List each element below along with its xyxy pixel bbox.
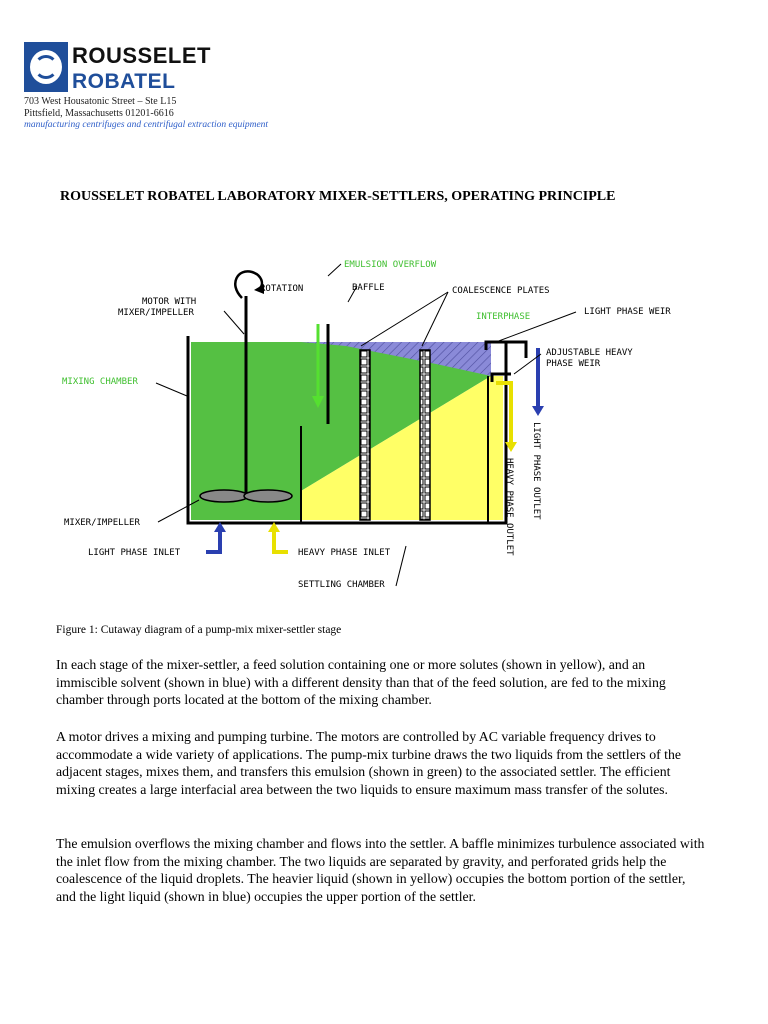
impeller-blade-right <box>244 490 292 502</box>
figure-caption: Figure 1: Cutaway diagram of a pump-mix mixer-settler stage <box>56 624 342 636</box>
label-settling-chamber: SETTLING CHAMBER <box>298 580 385 590</box>
heavy-outlet-zone <box>491 376 503 520</box>
coalescence-plate-2 <box>420 350 430 520</box>
label-light-phase-inlet: LIGHT PHASE INLET <box>88 548 181 558</box>
address-line2: Pittsfield, Massachusetts 01201-6616 <box>24 108 174 119</box>
paragraph-motor-drive: A motor drives a mixing and pumping turbine. The motors are controlled by AC variable frequency drives to accommodate a wide variety of applications. The pump-mix turbine draws the two liquids from the settlers of the adjacent stages, mixes them, and transfers this emulsion (shown in green) to the associated settler. The efficient mixing creates a large interfacial area between the two liquids to ensure maximum mass transfer of the solutes. <box>56 729 682 797</box>
paragraph-emulsion-overflow: The emulsion overflows the mixing chamber and flows into the settler. A baffle minimizes turbulence associated with the inlet flow from the mixing chamber. The two liquids are separated by gravity, and perforated grids help the coalescence of the liquid droplets. The heavier liquid (shown in yellow) occupies the bottom portion of the settler, and the light liquid (shown in blue) occupies the upper portion of the settler. <box>56 836 705 904</box>
label-light-phase-weir: LIGHT PHASE WEIR <box>584 307 671 317</box>
label-coalescence-plates: COALESCENCE PLATES <box>452 286 550 296</box>
label-motor-line1: MOTOR WITH <box>142 297 197 307</box>
paragraph-feed-solution: In each stage of the mixer-settler, a feed solution containing one or more solutes (shown in yellow), and an immiscible solvent (shown in blue) with a different density than that of the feed solution, are fed to the mixing chamber through ports located at the bottom of the mixing chamber. <box>56 657 666 707</box>
label-heavy-phase-inlet: HEAVY PHASE INLET <box>298 548 391 558</box>
mixer-settler-diagram <box>56 246 706 596</box>
brand-name-line1: ROUSSELET <box>72 43 211 68</box>
label-interphase: INTERPHASE <box>476 312 531 322</box>
address-line1: 703 West Housatonic Street – Ste L15 <box>24 96 177 107</box>
label-emulsion-overflow: EMULSION OVERFLOW <box>344 260 437 270</box>
coalescence-plate-1 <box>360 350 370 520</box>
label-mixing-chamber: MIXING CHAMBER <box>62 377 138 387</box>
brand-name-line2: ROBATEL <box>72 70 176 93</box>
label-adjustable-line2: PHASE WEIR <box>546 359 601 369</box>
label-baffle: BAFFLE <box>352 283 385 293</box>
label-mixer-impeller: MIXER/IMPELLER <box>64 518 140 528</box>
logo-arc-icon <box>34 55 58 79</box>
label-rotation: ROTATION <box>260 284 304 294</box>
label-adjustable-line1: ADJUSTABLE HEAVY <box>546 348 633 358</box>
document-title: ROUSSELET ROBATEL LABORATORY MIXER-SETTLERS, OPERATING PRINCIPLE <box>60 189 616 204</box>
company-tagline: manufacturing centrifuges and centrifugal extraction equipment <box>24 120 269 130</box>
impeller-blade-left <box>200 490 248 502</box>
label-motor-line2: MIXER/IMPELLER <box>118 308 194 318</box>
label-heavy-phase-outlet: HEAVY PHASE OUTLET <box>504 458 514 556</box>
light-inlet-arrow <box>206 531 220 552</box>
company-logo <box>24 42 68 92</box>
rotation-arrow-icon <box>235 271 262 298</box>
heavy-inlet-arrow <box>274 531 288 552</box>
light-outlet-arrowhead-icon <box>532 406 544 416</box>
label-light-phase-outlet: LIGHT PHASE OUTLET <box>531 422 541 520</box>
